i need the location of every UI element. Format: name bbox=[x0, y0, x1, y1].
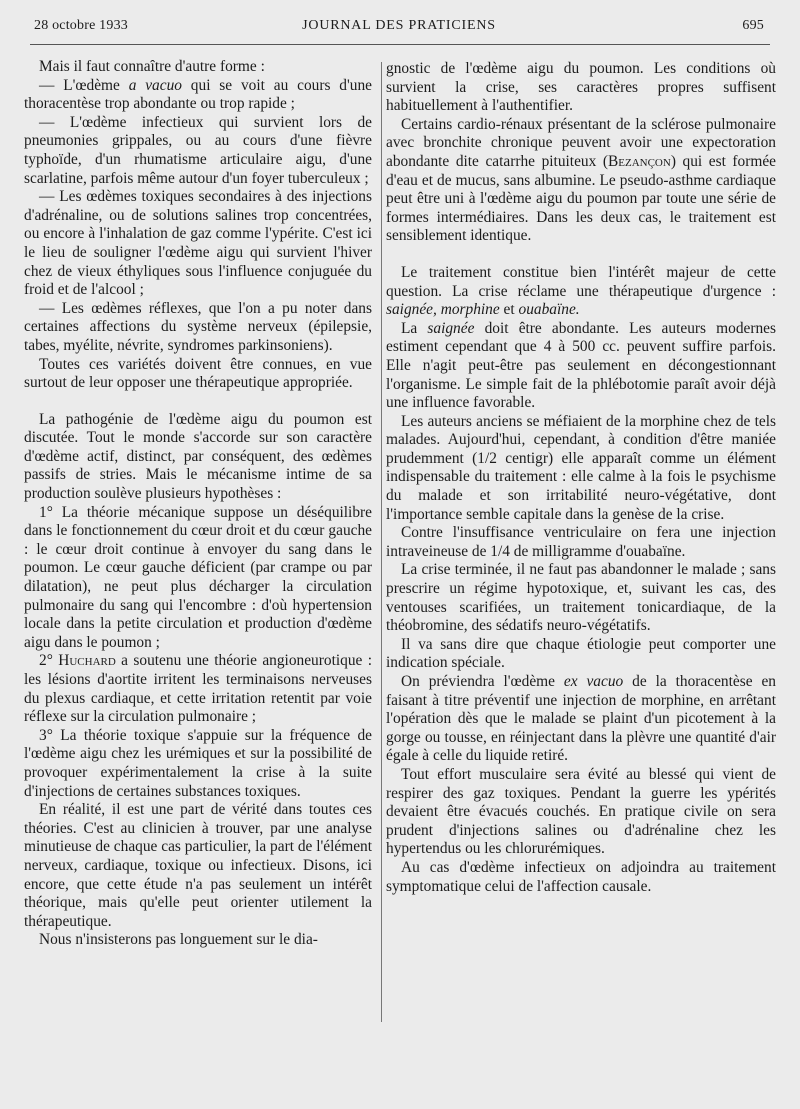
left-column bbox=[24, 58, 372, 950]
paragraph: En réalité, il est une part de vérité dans toutes ces théories. C'est au clinicien à trouver, par une analyse minutieuse de chaque cas particulier, la part de l'élément nerveux, cardiaque, toxique ou infectieux. Disons, ici encore, que cette étude n'a pas seulement un intérêt théorique, mais qu'elle peut orienter utilement la thérapeutique. bbox=[24, 801, 372, 930]
paragraph: 3° La théorie toxique s'appuie sur la fréquence de l'œdème aigu chez les urémiques et sur la possibilité de provoquer expérimentalement la crise à la suite d'injections de certaines substances toxiques. bbox=[24, 726, 372, 800]
paragraph: 1° La théorie mécanique suppose un déséquilibre dans le fonctionnement du cœur droit et du cœur gauche : le cœur droit continue à envoyer du sang dans le poumon. Le cœur gauche déficient (par crampe ou par dilatation), ne peut plus décharger la circulation pulmonaire du sang qui l'encombre : d'où hypertension locale dans la petite circulation et production d'œdème aigu dans le poumon ; bbox=[24, 503, 372, 651]
paragraph: Contre l'insuffisance ventriculaire on fera une injection intraveineuse de 1/4 de milligramme d'ouabaïne. bbox=[386, 524, 776, 560]
paragraph: — Les œdèmes toxiques secondaires à des injections d'adrénaline, ou de solutions salines trop concentrées, ou encore à l'inhalation de gaz comme l'ypérite. C'est ici le lieu de souligner l'œdème aigu qui survient l'hiver chez de vieux éthyliques sous l'influence conjuguée du froid et de l'alcool ; bbox=[24, 188, 372, 299]
paragraph: Toutes ces variétés doivent être connues, en vue surtout de leur opposer une thérapeutique appropriée. bbox=[24, 355, 372, 392]
right-column bbox=[386, 60, 776, 896]
paragraph: — L'œdème infectieux qui survient lors de pneumonies grippales, ou au cours d'une fièvre typhoïde, d'un rhumatisme articulaire aigu, d'une scarlatine, parfois même autour d'un foyer tuberculeux ; bbox=[24, 113, 372, 187]
paragraph: 2° Huchard a soutenu une théorie angioneurotique : les lésions d'aortite irritent les terminaisons nerveuses du plexus cardiaque, et cette irritation retentit par voie réflexe sur la circulation pulmonaire ; bbox=[24, 652, 372, 726]
paragraph: — L'œdème a vacuo qui se voit au cours d'une thoracentèse trop abondante ou trop rapide ; bbox=[24, 76, 372, 113]
paragraph: Les auteurs anciens se méfiaient de la morphine chez de tels malades. Aujourd'hui, cependant, à condition d'être maniée prudemment (1/2 centigr) elle apparaît comme un élément indispensable du traitement : elle calme à la fois le psychisme du malade et son irritabilité neuro-végétative, dont l'importance semble capitale dans la genèse de la crise. bbox=[386, 412, 776, 523]
running-header bbox=[34, 18, 764, 38]
paragraph: On préviendra l'œdème ex vacuo de la thoracentèse en faisant à titre préventif une injection de morphine, en arrêtant l'opération dès que le malade se plaint d'un picotement à la gorge ou tousse, en réinjectant dans la plèvre une quantité d'air égale à celle du liquide retiré. bbox=[386, 673, 776, 765]
paragraph: Certains cardio-rénaux présentant de la sclérose pulmonaire avec bronchite chronique peuvent avoir une expectoration abondante dite catarrhe pituiteux (Bezançon) qui est formée d'eau et de mucus, sans albumine. Le pseudo-asthme cardiaque peut être uni à l'œdème aigu du poumon par toute une série de formes intermédiaires. Dans les deux cas, le traitement est sensiblement identique. bbox=[386, 115, 777, 245]
header-divider bbox=[30, 44, 770, 45]
author-name: Huchard bbox=[58, 652, 116, 670]
paragraph: Nous n'insisterons pas longuement sur le dia- bbox=[39, 931, 318, 949]
paragraph: — Les œdèmes réflexes, que l'on a pu noter dans certaines affections du système nerveux (épilepsie, tabes, myélite, névrite, syndromes parkinsoniens). bbox=[24, 299, 372, 354]
page-number: 695 bbox=[742, 18, 764, 33]
paragraph: La pathogénie de l'œdème aigu du poumon est discutée. Tout le monde s'accorde sur son caractère d'œdème actif, distinct, par conséquent, des œdèmes passifs de stries. Mais le mécanisme intime de sa production soulève plusieurs hypothèses : bbox=[24, 410, 372, 503]
journal-title: JOURNAL DES PRATICIENS bbox=[302, 18, 496, 33]
paragraph: La saignée doit être abondante. Les auteurs modernes estiment cependant que 4 à 500 cc. peuvent suffire parfois. Elle n'agit peut-être pas seulement en décongestionnant l'organisme. Le simple fait de la phlébotomie paraît avoir déjà une influence favorable. bbox=[386, 319, 776, 412]
author-name: Bezançon bbox=[608, 152, 671, 170]
column-divider bbox=[381, 62, 382, 1022]
paragraph: gnostic de l'œdème aigu du poumon. Les conditions où survient la crise, ses caractères propres suffisent habituellement à l'authentifier. bbox=[386, 60, 776, 115]
paragraph: Au cas d'œdème infectieux on adjoindra au traitement symptomatique celui de l'affection causale. bbox=[386, 858, 776, 895]
paragraph: Tout effort musculaire sera évité au blessé qui vient de respirer des gaz toxiques. Pendant la guerre les ypérités devaient être évacués couchés. En pratique civile on sera prudent d'injections salines ou d'adrénaline chez les hypertendus ou les chlorurémiques. bbox=[386, 765, 776, 858]
paragraph: Le traitement constitue bien l'intérêt majeur de cette question. La crise réclame une thérapeutique d'urgence : saignée, morphine et ouabaïne. bbox=[386, 263, 776, 319]
paragraph: La crise terminée, il ne faut pas abandonner le malade ; sans prescrire un régime hypotoxique, et, suivant les cas, des ventouses scarifiées, un traitement tonicardiaque, de la théobromine, des sédatifs neuro-végétatifs. bbox=[386, 561, 776, 635]
header-date: 28 octobre 1933 bbox=[34, 18, 128, 33]
paragraph: Il va sans dire que chaque étiologie peut comporter une indication spéciale. bbox=[386, 635, 776, 672]
paragraph: Mais il faut connaître d'autre forme : bbox=[39, 58, 265, 75]
